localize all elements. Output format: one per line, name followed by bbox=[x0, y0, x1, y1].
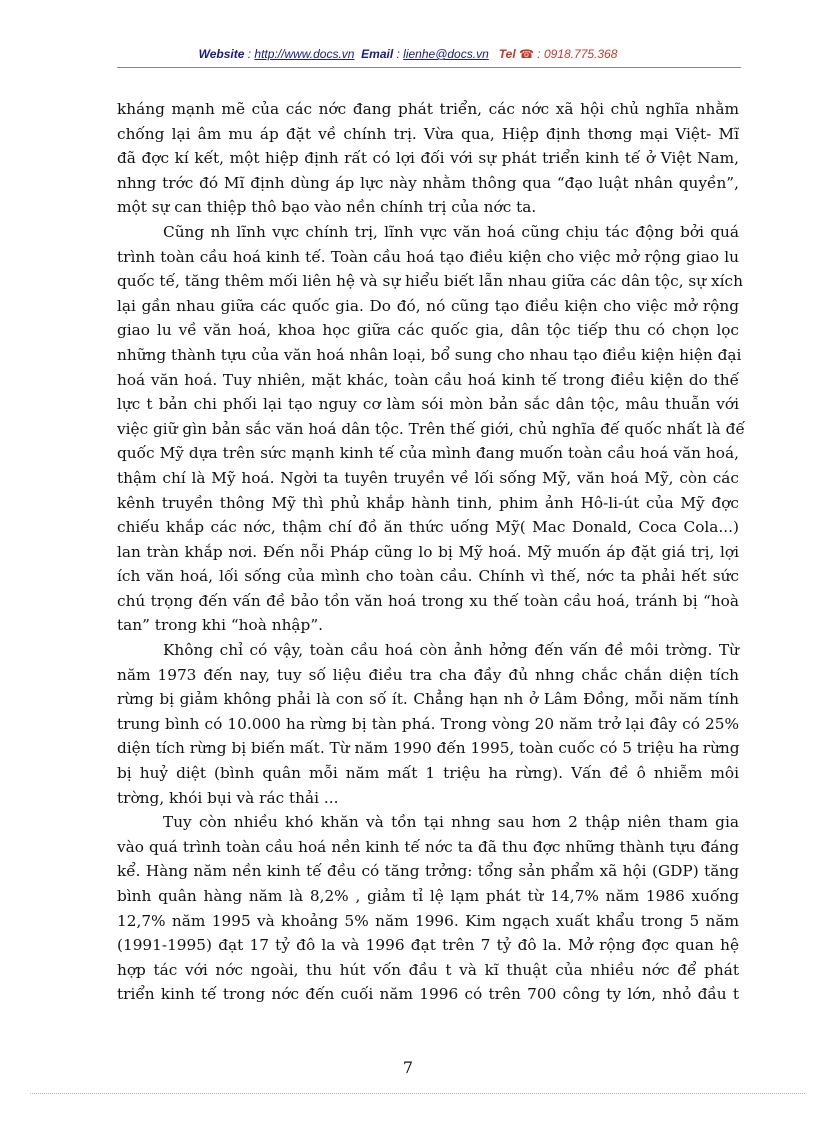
tel-separator: : bbox=[533, 47, 544, 61]
text-line: 12,7% năm 1995 và khoảng 5% năm 1996. Kim ngạch xuất khẩu trong 5 năm bbox=[117, 911, 739, 930]
text-line: kể. Hàng năm nền kinh tế đều có tăng trởng: tổng sản phẩm xã hội (GDP) tăng bbox=[117, 862, 739, 881]
text-line: hợp tác với nớc ngoài, thu hút vốn đầu t và kĩ thuật của nhiều nớc để phát bbox=[117, 960, 739, 979]
email-link[interactable]: lienhe@docs.vn bbox=[403, 47, 489, 61]
text-line: Không chỉ có vậy, toàn cầu hoá còn ảnh hởng đến vấn đề môi trờng. Từ bbox=[163, 641, 739, 660]
text-line: (1991-1995) đạt 17 tỷ đô la và 1996 đạt trên 7 tỷ đô la. Mở rộng đợc quan hệ bbox=[117, 936, 739, 955]
text-line: chiếu khắp các nớc, thậm chí đồ ăn thức uống Mỹ( Mac Donald, Coca Cola...) bbox=[117, 518, 739, 537]
document-body bbox=[117, 97, 745, 1007]
text-line: kênh truyền thông Mỹ thì phủ khắp hành tinh, phim ảnh Hô-li-út của Mỹ đợc bbox=[117, 493, 739, 512]
website-link[interactable]: http://www.docs.vn bbox=[254, 47, 355, 61]
phone-icon: ☎ bbox=[519, 47, 534, 61]
website-separator: : bbox=[244, 47, 255, 61]
text-line: trung bình có 10.000 ha rừng bị tàn phá. Trong vòng 20 năm trở lại đây có 25% bbox=[117, 714, 739, 733]
text-line: ích văn hoá, lối sống của mình cho toàn cầu. Chính vì thế, nớc ta phải hết sức bbox=[117, 567, 739, 586]
text-line: bị huỷ diệt (bình quân mỗi năm mất 1 triệu ha rừng). Vấn đề ô nhiễm môi bbox=[117, 764, 739, 783]
header-divider bbox=[117, 67, 741, 68]
website-label: Website bbox=[198, 47, 245, 61]
text-line: Tuy còn nhiều khó khăn và tồn tại nhng sau hơn 2 thập niên tham gia bbox=[163, 813, 739, 832]
page-header bbox=[0, 47, 816, 61]
text-line: hoá văn hoá. Tuy nhiên, mặt khác, toàn cầu hoá kinh tế trong điều kiện do thế bbox=[117, 370, 739, 389]
text-line: tan” trong khi “hoà nhập”. bbox=[117, 616, 324, 635]
text-line: quốc Mỹ dựa trên sức mạnh kinh tế của mình đang muốn toàn cầu hoá văn hoá, bbox=[117, 444, 739, 463]
text-line: chống lại âm mu áp đặt về chính trị. Vừa qua, Hiệp định thơng mại Việt- Mĩ bbox=[117, 124, 739, 143]
text-line: lan tràn khắp nơi. Đến nỗi Pháp cũng lo bị Mỹ hoá. Mỹ muốn áp đặt giá trị, lợi bbox=[117, 542, 739, 561]
tel-label: Tel bbox=[498, 47, 516, 61]
text-line: nhng trớc đó Mĩ định dùng áp lực này nhằm thông qua “đạo luật nhân quyền”, bbox=[117, 173, 739, 192]
text-line: kháng mạnh mẽ của các nớc đang phát triển, các nớc xã hội chủ nghĩa nhằm bbox=[117, 100, 739, 118]
page-bottom-divider bbox=[30, 1093, 805, 1094]
text-line: một sự can thiệp thô bạo vào nền chính trị của nớc ta. bbox=[117, 198, 537, 217]
text-line: thậm chí là Mỹ hoá. Ngời ta tuyên truyền về lối sống Mỹ, văn hoá Mỹ, còn các bbox=[117, 468, 739, 487]
text-line: triển kinh tế trong nớc đến cuối năm 1996 có trên 700 công ty lớn, nhỏ đầu t bbox=[117, 985, 739, 1004]
text-line: quốc tế, tăng thêm mối liên hệ và sự hiểu biết lẫn nhau giữa các dân tộc, sự xích bbox=[117, 272, 743, 291]
text-line: Cũng nh lĩnh vực chính trị, lĩnh vực văn hoá cũng chịu tác động bởi quá bbox=[163, 222, 739, 241]
text-line: trờng, khói bụi và rác thải ... bbox=[117, 788, 339, 807]
text-line: những thành tựu của văn hoá nhân loại, bổ sung cho nhau tạo điều kiện hiện đại bbox=[117, 345, 742, 364]
tel-number: 0918.775.368 bbox=[543, 47, 618, 61]
text-line: lại gần nhau giữa các quốc gia. Do đó, nó cũng tạo điều kiện cho việc mở rộng bbox=[117, 296, 739, 315]
text-line: việc giữ gìn bản sắc văn hoá dân tộc. Trên thế giới, chủ nghĩa đế quốc nhất là đế bbox=[117, 419, 745, 438]
text-line: lực t bản chi phối lại tạo nguy cơ làm sói mòn bản sắc dân tộc, mâu thuẫn với bbox=[117, 395, 739, 414]
text-line: năm 1973 đến nay, tuy số liệu điều tra cha đầy đủ nhng chắc chắn diện tích bbox=[117, 665, 739, 684]
text-line: trình toàn cầu hoá kinh tế. Toàn cầu hoá tạo điều kiện cho việc mở rộng giao lu bbox=[117, 247, 739, 266]
text-line: vào quá trình toàn cầu hoá nền kinh tế nớc ta đã thu đợc những thành tựu đáng bbox=[117, 837, 739, 856]
email-separator: : bbox=[393, 47, 404, 61]
text-line: đã đợc kí kết, một hiệp định rất có lợi đối với sự phát triển kinh tế ở Việt Nam, bbox=[117, 149, 739, 168]
text-line: bình quân hàng năm là 8,2% , giảm tỉ lệ lạm phát từ 14,7% năm 1986 xuống bbox=[117, 887, 739, 905]
text-line: chú trọng đến vấn đề bảo tồn văn hoá trong xu thế toàn cầu hoá, tránh bị “hoà bbox=[117, 591, 739, 610]
page-number: 7 bbox=[402, 1058, 414, 1077]
email-label: Email bbox=[361, 47, 394, 61]
text-line: rừng bị giảm không phải là con số ít. Chẳng hạn nh ở Lâm Đồng, mỗi năm tính bbox=[117, 690, 739, 709]
text-line: giao lu về văn hoá, khoa học giữa các quốc gia, dân tộc tiếp thu có chọn lọc bbox=[117, 321, 739, 340]
text-line: diện tích rừng bị biến mất. Từ năm 1990 đến 1995, toàn cuốc có 5 triệu ha rừng bbox=[117, 739, 740, 758]
